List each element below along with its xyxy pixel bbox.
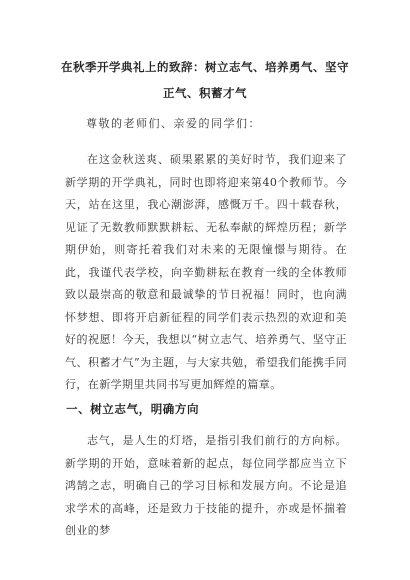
paragraph: 志气，是人生的灯塔，是指引我们前行的方向标。新学期的开始，意味着新的起点，每位同学都应当立下鸿鹄之志，明确自己的学习目标和发展方向。不论是追求学术的高峰，还是致力于技能的提升，亦或是怀揣着创业的梦: [65, 434, 347, 537]
paragraph: 在这金秋送爽、硕果累累的美好时节，我们迎来了新学期的开学典礼，同时也即将迎来第40个教师节。今天，站在这里，我心潮澎湃，感慨万千。四十载春秋，见证了无数教师默默耕耘、无私奉献的辉煌历程；新学期伊始，则寄托着我们对未来的无限憧憬与期待。在此，我谨代表学校，向辛勤耕耘在教育一线的全体教师致以最崇高的敬意和最诚挚的节日祝福！同时，也向满怀梦想、即将开启新征程的同学们表示热烈的欢迎和美好的祝愿！今天，我想以“树立志气、培养勇气、坚守正气、积蓄才气”为主题，与大家共勉，希望我们能携手同行，在新学期里共同书写更加辉煌的篇章。: [65, 153, 347, 391]
salutation: 尊敬的老师们、亲爱的同学们：: [86, 117, 261, 130]
document-title: 在秋季开学典礼上的致辞：树立志气、培养勇气、坚守正气、积蓄才气: [61, 60, 349, 100]
section-heading: 一、树立志气，明确方向: [66, 402, 200, 416]
